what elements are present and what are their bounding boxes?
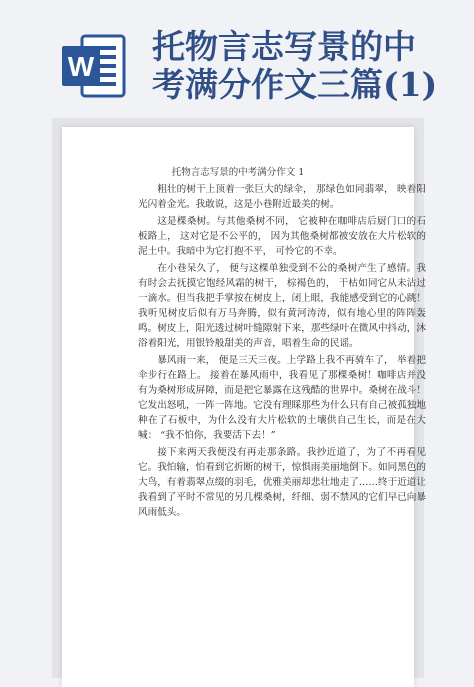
paragraph-5: 接下来两天我便没有再走那条路。我抄近道了，为了不再看见它。我怕输，怕看到它折断的树干，惊惧雨美丽地倒下。如同黑色的大鸟，有着翡翠点缀的羽毛，优雅美丽却悲壮地走了……终于近道让我看到了平时不常见的另几棵桑树，纤细、弱不禁风的它们早已向暴风雨低头。: [138, 447, 426, 518]
paragraph-1: 粗壮的树干上顶着一张巨大的绿伞， 那绿色如同翡翠， 映着阳光闪着金光。我敢说，这是小巷附近最美的树。: [138, 184, 426, 210]
word-document-icon: [58, 30, 130, 102]
page-header: [0, 0, 474, 120]
page-title-line-1: 托物言志写景的中: [152, 27, 416, 66]
page-title-line-2: 考满分作文三篇(1): [152, 65, 438, 104]
paragraph-4: 暴风雨一来， 便是三天三夜。上学路上我不再骑车了， 举着把伞步行在路上。 接着在暴风雨中，我看见了那棵桑树！咖啡店并没有为桑树形成屏障，而是把它暴露在这残酷的世界中。桑树在战斗！它发出怒吼，一阵一阵地。它没有理睬那些为什么只有自己被孤独地种在了石板中，为什么没有大片松软的土壤供自己生长，而是在大喊： “我不怕你，我要活下去！”: [138, 355, 426, 441]
document-body: [138, 182, 426, 522]
document-page: [62, 127, 426, 687]
paragraph-2: 这是棵桑树。与其他桑树不同， 它被种在咖啡店后厨门口的石板路上， 这对它是不公平的， 因为其他桑树都被安放在大片松软的泥土中。我暗中为它打抱不平， 可怜它的不幸。: [138, 216, 426, 257]
paragraph-3: 在小巷呆久了， 便与这棵单独受到不公的桑树产生了感情。我有时会去抚摸它饱经风霜的树干， 棕褐色的， 干枯如同它从未沾过一滴水。但当我把手掌按在树皮上，闭上眼，我能感受到它的心跳！我听见树皮后似有万马奔腾，似有黄河涛涛，似有地心里的阵阵轰鸣。树皮上，阳光透过树叶缝隙射下来，那些绿叶在微风中抖动，沐浴着阳光，用银铃般甜美的声音，唱着生命的民谣。: [138, 263, 426, 349]
document-title: 托物言志写景的中考满分作文 1: [171, 167, 305, 178]
word-logo-letter: W: [67, 51, 95, 82]
